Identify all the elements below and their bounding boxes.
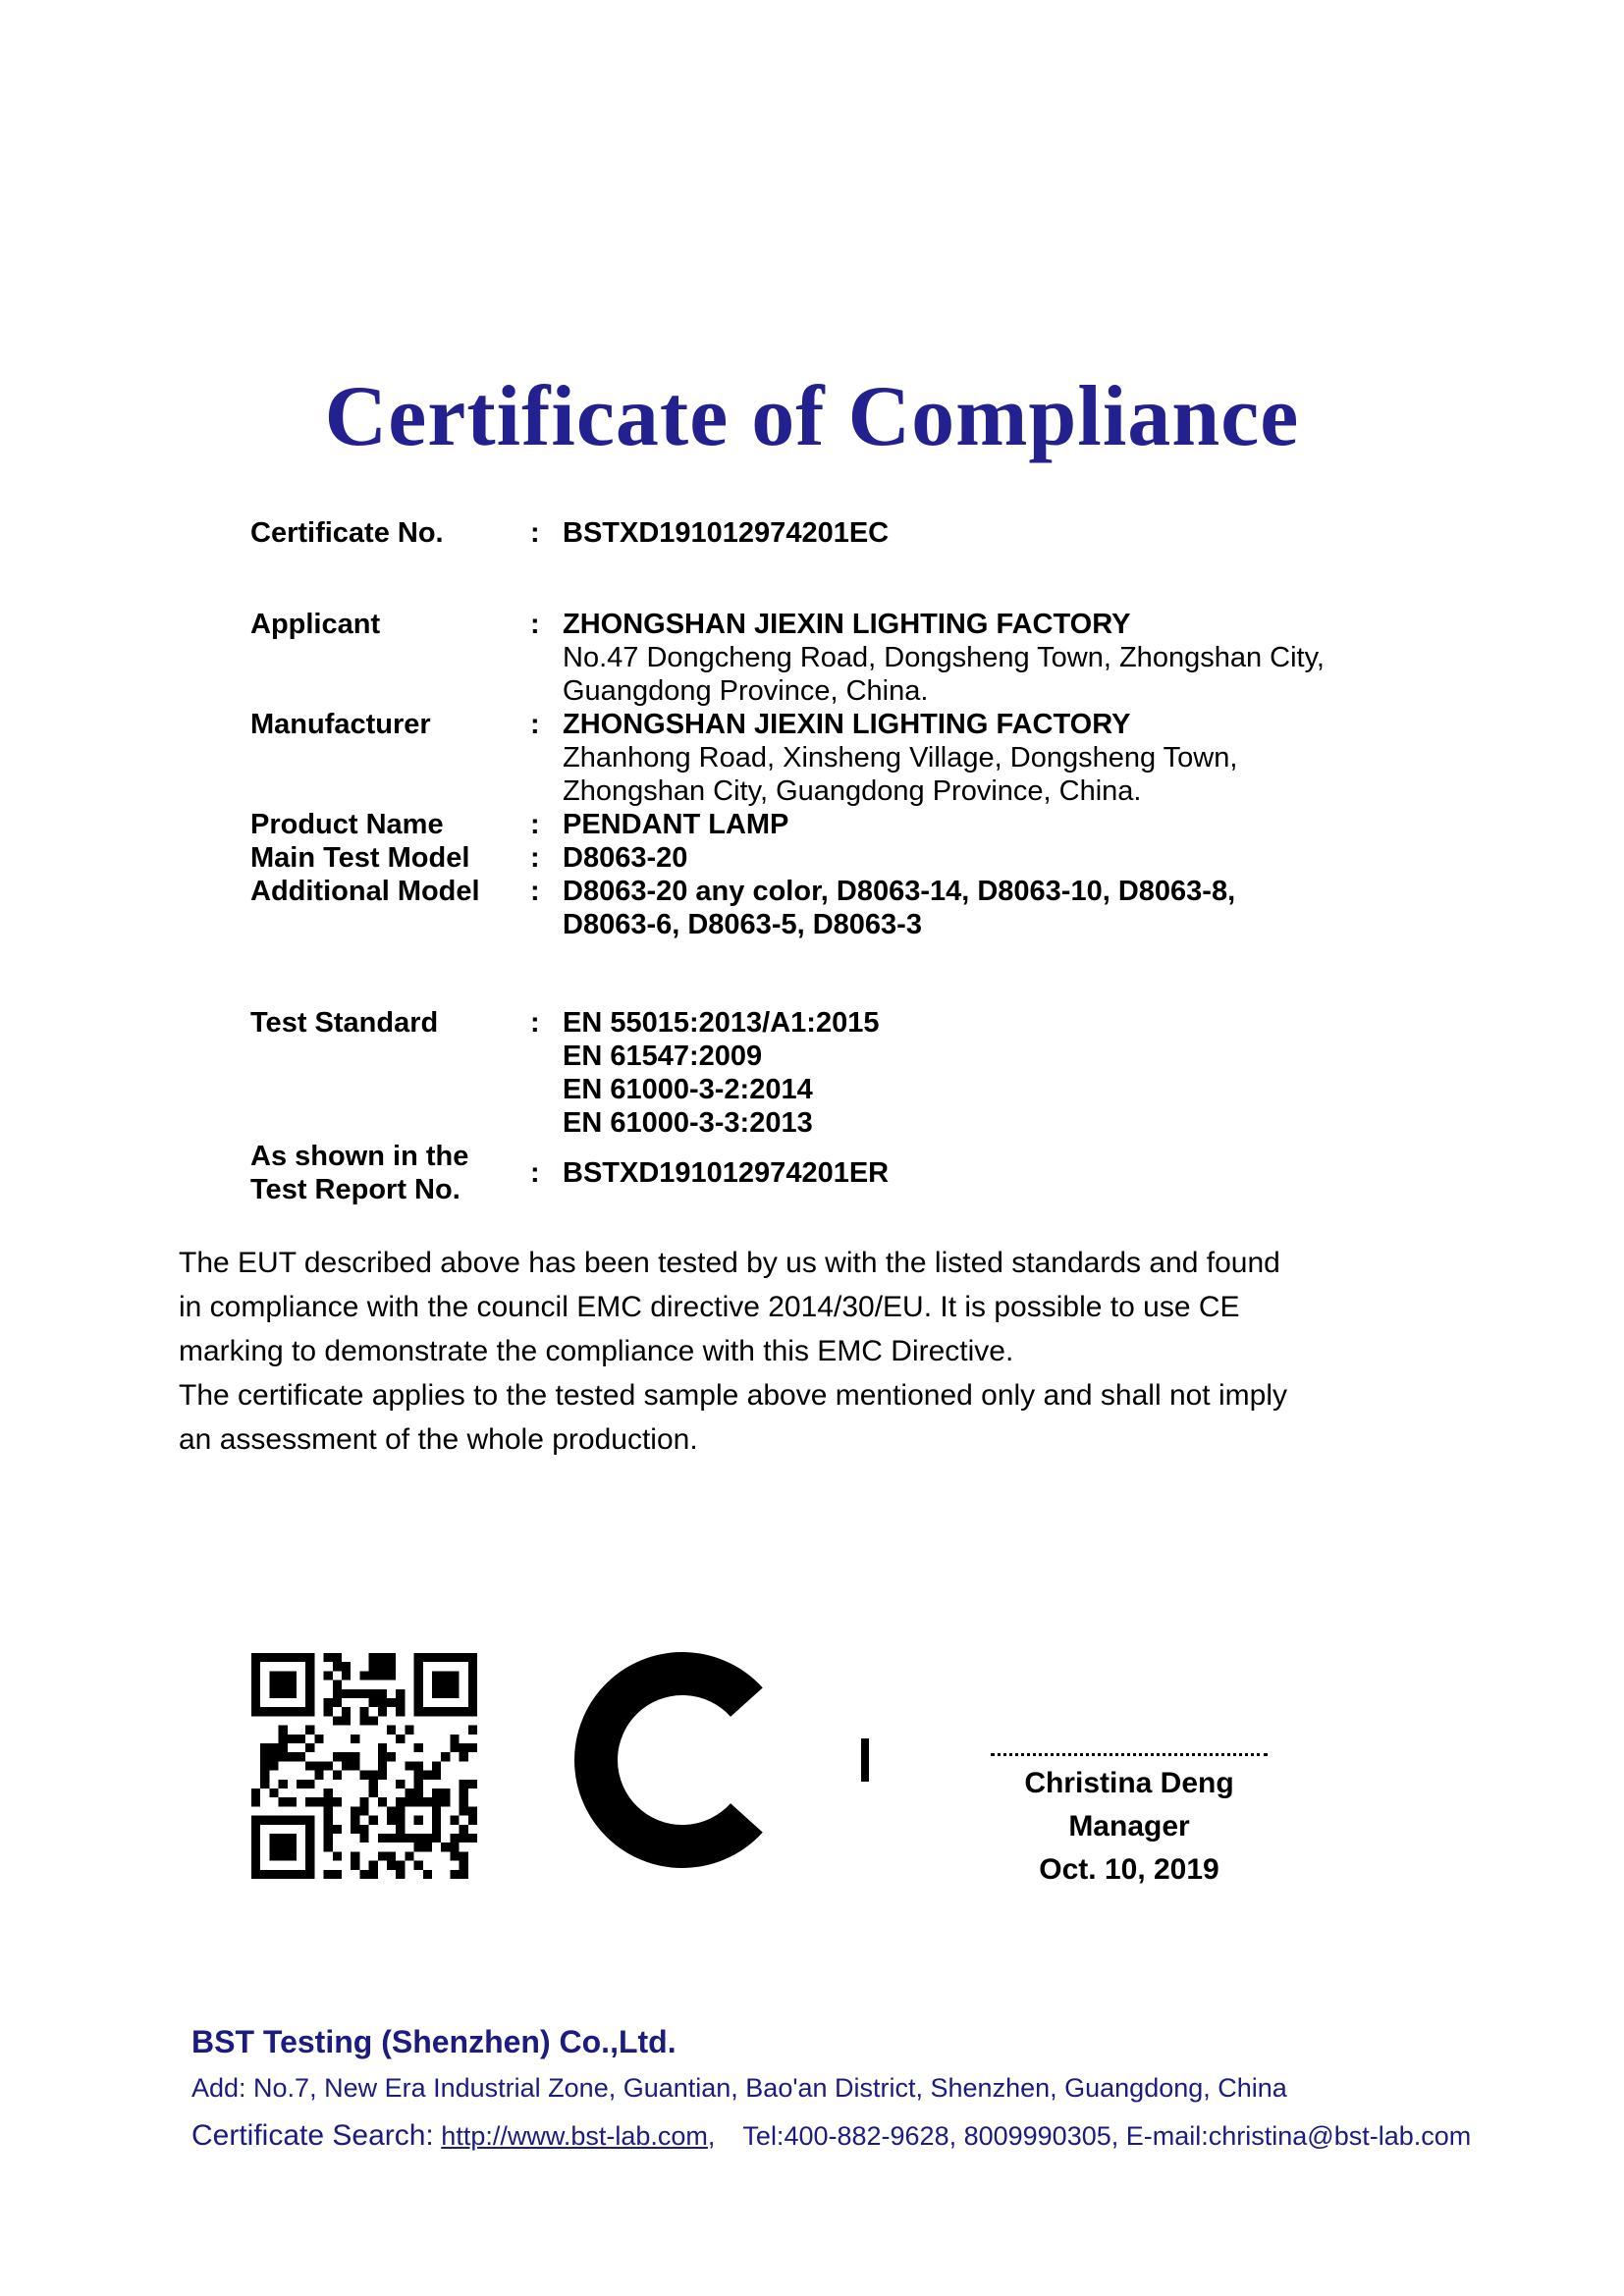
field-value-line: EN 61000-3-3:2013 [563, 1107, 813, 1139]
field-row-as-shown-in-the [250, 1140, 1380, 1206]
field-value-line: Guangdong Province, China. [563, 675, 929, 707]
field-label [250, 608, 530, 641]
field-colon: : [530, 1007, 540, 1039]
body-line: marking to demonstrate the compliance with this EMC Directive. [179, 1335, 1014, 1367]
field-value-line: BSTXD191012974201EC [563, 517, 890, 549]
field-row-certificate-no [250, 516, 1380, 550]
url-comma: , [707, 2121, 716, 2151]
field-row-additional-model [250, 875, 1380, 941]
field-label-line: Product Name [250, 809, 444, 840]
field-label [250, 808, 530, 841]
certificate-search-label: Certificate Search: [191, 2119, 434, 2152]
footer [191, 2022, 1497, 2154]
footer-address: Add: No.7, New Era Industrial Zone, Guantian, Bao'an District, Shenzhen, Guangdong, China [191, 2073, 1287, 2103]
field-colon: : [530, 1157, 540, 1189]
field-label-line: Applicant [250, 609, 381, 640]
field-value-line: EN 61547:2009 [563, 1041, 763, 1072]
field-value-line: ZHONGSHAN JIEXIN LIGHTING FACTORY [563, 709, 1131, 740]
field-values [563, 608, 1380, 708]
field-label-line: Certificate No. [250, 517, 444, 549]
field-label-line: Manufacturer [250, 709, 431, 740]
field-value-line: ZHONGSHAN JIEXIN LIGHTING FACTORY [563, 609, 1131, 640]
field-value-line: EN 55015:2013/A1:2015 [563, 1007, 880, 1039]
body-line: The EUT described above has been tested by us with the listed standards and found [179, 1247, 1280, 1279]
certificate-search-link[interactable]: http://www.bst-lab.com [441, 2121, 708, 2151]
field-row-applicant [250, 608, 1380, 708]
footer-company-name: BST Testing (Shenzhen) Co.,Ltd. [191, 2024, 677, 2059]
body-line: in compliance with the council EMC directive 2014/30/EU. It is possible to use CE [179, 1291, 1240, 1323]
page-title: Certificate of Compliance [324, 369, 1300, 464]
field-row-product-name [250, 808, 1380, 841]
field-value-line: D8063-20 [563, 842, 688, 874]
field-colon: : [530, 709, 540, 740]
body-line: The certificate applies to the tested sample above mentioned only and shall not imply [179, 1379, 1287, 1412]
field-row-test-standard [250, 1006, 1380, 1140]
footer-contacts: Tel:400-882-9628, 8009990305, E-mail:christina@bst-lab.com [742, 2121, 1472, 2151]
field-values [563, 708, 1380, 808]
field-value-line: Zhanhong Road, Xinsheng Village, Dongsheng Town, [563, 742, 1238, 774]
fields-table [250, 516, 1380, 1206]
field-label-line: Additional Model [250, 876, 480, 907]
field-value-line: BSTXD191012974201ER [563, 1157, 890, 1189]
field-label [250, 1140, 530, 1206]
field-label [250, 841, 530, 875]
qr-code-icon [251, 1651, 477, 1881]
field-value-line: Zhongshan City, Guangdong Province, China. [563, 775, 1142, 807]
field-value-line: D8063-6, D8063-5, D8063-3 [563, 909, 922, 940]
field-label-line: Main Test Model [250, 842, 470, 874]
ce-mark-icon [574, 1652, 869, 1868]
field-label [250, 1006, 530, 1040]
field-label [250, 516, 530, 550]
field-values [563, 516, 1380, 550]
signature-role: Manager [1068, 1810, 1190, 1842]
field-value-line: No.47 Dongcheng Road, Dongsheng Town, Zhongshan City, [563, 642, 1325, 673]
field-values [563, 808, 1380, 841]
field-colon: : [530, 876, 540, 907]
field-row-main-test-model [250, 841, 1380, 875]
field-values [563, 841, 1380, 875]
signature-date: Oct. 10, 2019 [1039, 1853, 1219, 1886]
signature-name: Christina Deng [1024, 1767, 1234, 1799]
field-label-line: As shown in the [250, 1141, 469, 1172]
field-colon: : [530, 609, 540, 640]
field-value-line: D8063-20 any color, D8063-14, D8063-10, D8063-8, [563, 876, 1236, 907]
field-value-line: EN 61000-3-2:2014 [563, 1074, 813, 1105]
field-colon: : [530, 842, 540, 874]
field-row-manufacturer [250, 708, 1380, 808]
field-label [250, 708, 530, 741]
field-value-line: PENDANT LAMP [563, 809, 789, 840]
field-colon: : [530, 517, 540, 549]
field-values [563, 1006, 1380, 1140]
footer-search-line [191, 2118, 1497, 2154]
field-values [563, 875, 1380, 941]
signature-block [987, 1743, 1272, 1892]
field-label-line: Test Report No. [250, 1174, 460, 1205]
signature-dotted-line [991, 1753, 1268, 1756]
body-paragraph [179, 1241, 1455, 1462]
field-values [563, 1156, 1380, 1190]
body-line: an assessment of the whole production. [179, 1423, 698, 1456]
field-colon: : [530, 809, 540, 840]
field-label [250, 875, 530, 908]
field-label-line: Test Standard [250, 1007, 439, 1039]
